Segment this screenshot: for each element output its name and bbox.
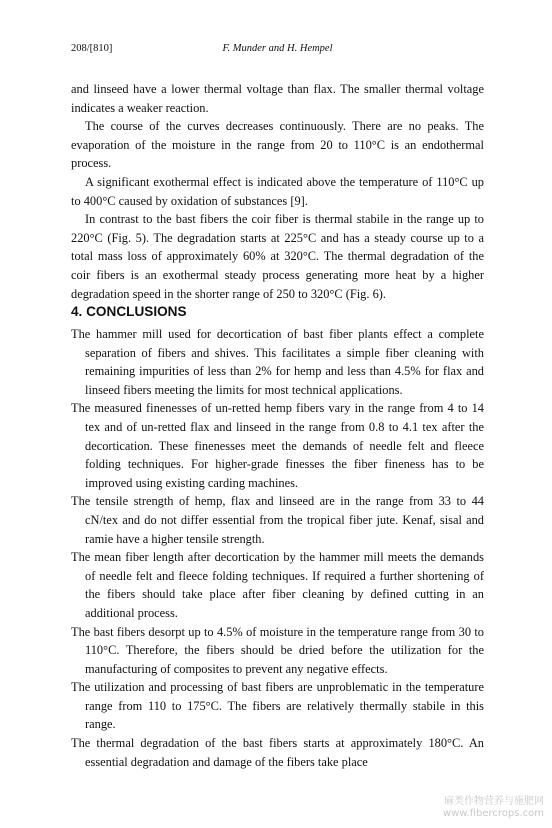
conclusion-item: The measured finenesses of un-retted hemp fibers vary in the range from 4 to 14 tex and of un-retted flax and linseed in the range from 0.8 to 4.1 tex after the decortication. These finenesses meet the demands of needle felt and fleece folding techniques. For higher-grade finesses the fiber fineness has to be improved using existing carding machines. [71,401,484,490]
page-number: 208/[810] [71,43,113,54]
conclusions-list [71,325,484,771]
conclusion-item: The bast fibers desorpt up to 4.5% of moisture in the temperature range from 30 to 110°C. Therefore, the fibers should be dried before the utilization for the manufacturing of composites to prevent any negative effects. [71,624,484,676]
watermark-line-url: www.fibercrops.com [442,808,544,819]
conclusion-item: The thermal degradation of the bast fibers starts at approximately 180°C. An essential degradation and damage of the fibers take place [71,736,484,769]
body-text [71,80,484,303]
conclusion-item: The tensile strength of hemp, flax and linseed are in the range from 33 to 44 cN/tex and do not differ essential from the tropical fiber jute. Kenaf, sisal and ramie have a higher tensile strength. [71,494,484,546]
conclusion-item: The mean fiber length after decortication by the hammer mill meets the demands of needle felt and fleece folding techniques. If required a further shortening of the fibers should take place after fiber cleaning by defined cutting in an additional process. [71,550,484,620]
conclusion-item: The utilization and processing of bast fibers are unproblematic in the temperature range from 110 to 175°C. The fibers are relatively thermally stabile in this range. [71,680,484,732]
watermark [443,796,544,820]
conclusion-item: The hammer mill used for decortication of bast fiber plants effect a complete separation of fibers and shives. This facilitates a simple fiber cleaning with remaining impurities of less than 2% for hemp and less than 4.5% for flax and linseed fibers meeting the limits for most technical applications. [71,327,484,397]
watermark-line-cn: 麻类作物营养与施肥网 [444,796,544,807]
paragraph-continuation: and linseed have a lower thermal voltage than flax. The smaller thermal voltage indicates a weaker reaction. [71,82,484,115]
paragraph: A significant exothermal effect is indicated above the temperature of 110°C up to 400°C caused by oxidation of substances [9]. [71,174,484,208]
running-header [71,42,484,56]
section-heading: 4. CONCLUSIONS [71,304,187,319]
running-authors: F. Munder and H. Hempel [222,43,333,54]
paragraph: The course of the curves decreases continuously. There are no peaks. The evaporation of the moisture in the range from 20 to 110°C is an endothermal process. [71,119,484,171]
paragraph: In contrast to the bast fibers the coir fiber is thermal stabile in the range up to 220°C (Fig. 5). The degradation starts at 225°C and has a steady course up to a total mass loss of approximately 60% at 320°C. The thermal degradation of the coir fibers is an exothermal steady process generating more heat by a higher degradation speed in the shorter range of 250 to 320°C (Fig. 6). [71,212,484,301]
